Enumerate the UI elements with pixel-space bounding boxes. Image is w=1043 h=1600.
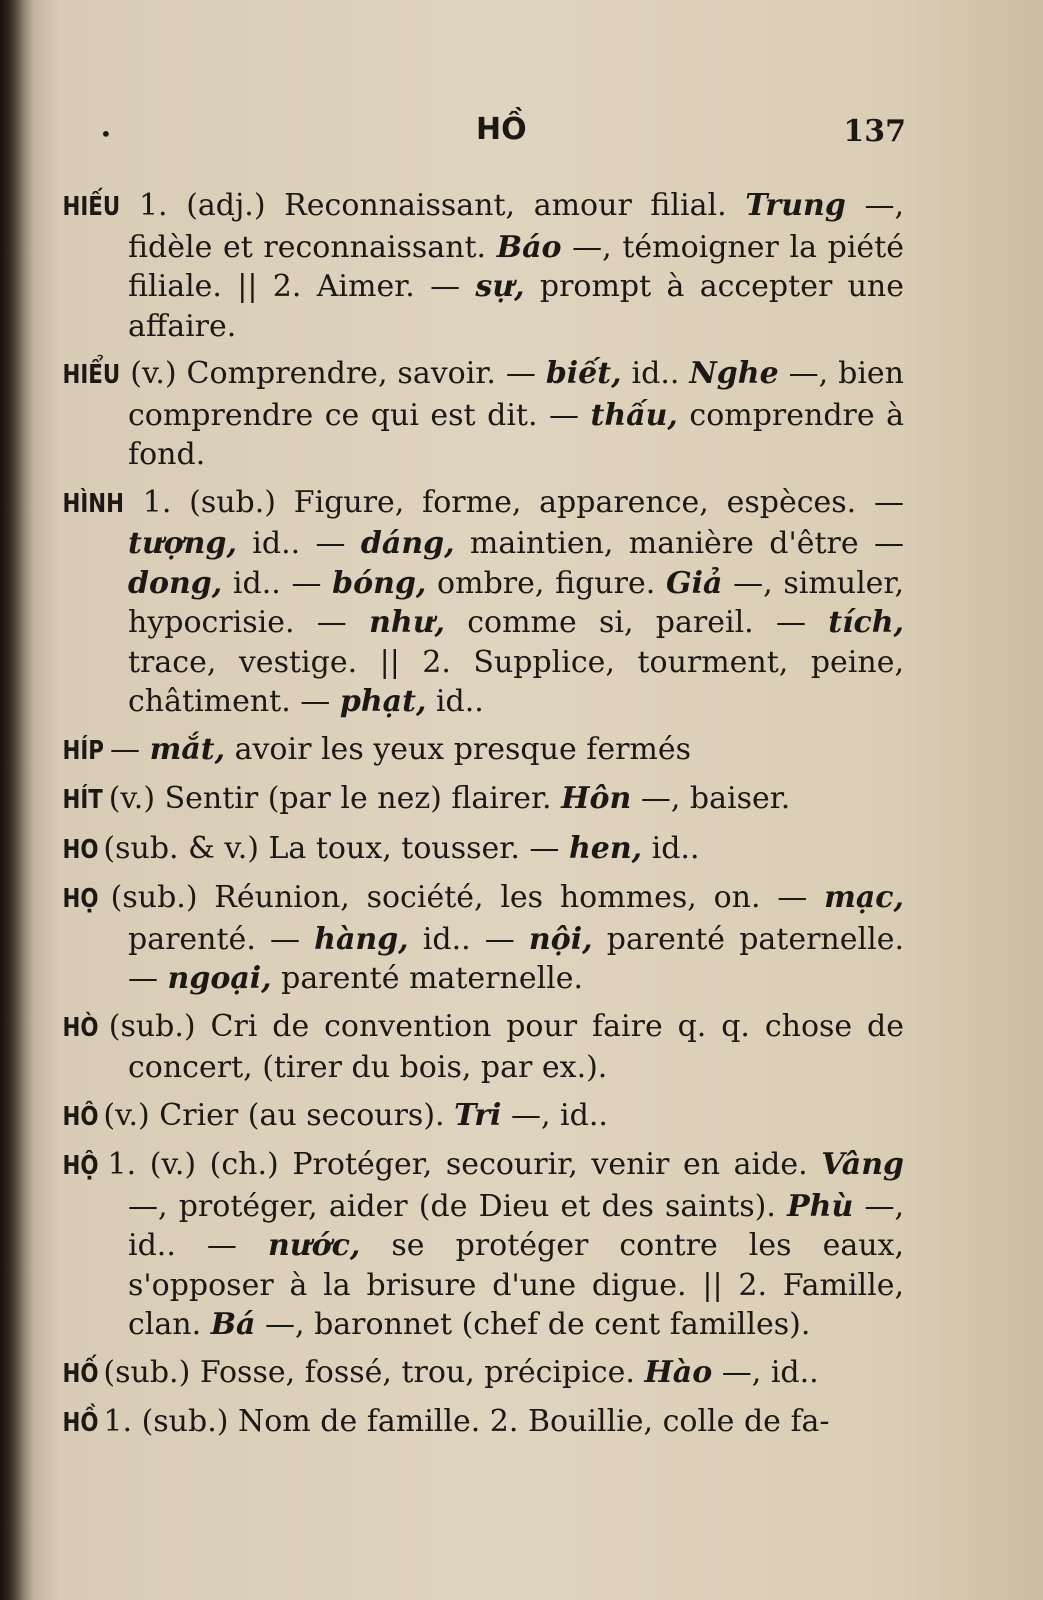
- definition-text: —, bien comprendre ce qui est dit. —: [128, 356, 904, 433]
- entry-headword: HỒ: [62, 1408, 99, 1438]
- dictionary-entry: [62, 186, 904, 346]
- page-header: [96, 112, 906, 152]
- definition-text: (sub. & v.) La toux, tousser. —: [93, 830, 569, 866]
- entry-headword: HIẾU: [62, 192, 121, 222]
- vietnamese-term: thấu,: [590, 397, 678, 433]
- vietnamese-term: dong,: [128, 565, 223, 601]
- definition-text: —, baronnet (chef de cent familles).: [255, 1307, 811, 1342]
- definition-text: (sub.) Cri de convention pour faire q. q. chose de concert, (tirer du bois, par ex.).: [93, 1008, 904, 1085]
- definition-text: (sub.) Réunion, société, les hommes, on. —: [93, 880, 825, 915]
- definition-text: prompt à accepter une affaire.: [128, 269, 904, 344]
- definition-text: —, id.. —: [128, 1188, 904, 1263]
- definition-text: (v.) Crier (au secours).: [93, 1097, 455, 1133]
- vietnamese-term: Hào: [644, 1354, 713, 1390]
- vietnamese-term: phạt,: [339, 684, 427, 719]
- definition-text: parenté. —: [128, 921, 315, 957]
- vietnamese-term: bóng,: [332, 565, 427, 601]
- dictionary-entry: [62, 779, 904, 821]
- running-head: HỒ: [476, 112, 527, 147]
- dictionary-entry: [62, 1353, 904, 1395]
- vietnamese-term: biết,: [545, 356, 622, 391]
- dictionary-entry: [62, 354, 905, 475]
- vietnamese-term: Hôn: [561, 781, 632, 816]
- definition-text: —, protéger, aider (de Dieu et des saints).: [128, 1188, 788, 1224]
- definition-text: —, fidèle et reconnaissant.: [128, 188, 904, 265]
- definition-text: (sub.) Fosse, fossé, trou, précipice.: [93, 1354, 645, 1390]
- dictionary-entry: [62, 730, 904, 772]
- definition-text: (v.) Comprendre, savoir. —: [120, 356, 546, 391]
- entry-headword: HỘ: [62, 1151, 99, 1181]
- vietnamese-term: Tri: [454, 1097, 502, 1133]
- entry-headword: HÒ: [62, 1012, 99, 1043]
- vietnamese-term: như,: [369, 605, 445, 640]
- definition-text: 1. (sub.) Nom de famille. 2. Bouillie, colle de fa-: [93, 1404, 830, 1439]
- vietnamese-term: dáng,: [360, 526, 455, 561]
- definition-text: se protéger contre les eaux, s'opposer à la brisure d'une digue. || 2. Famille, clan.: [128, 1228, 904, 1342]
- definition-text: comme si, pareil. —: [444, 605, 829, 640]
- vietnamese-term: hàng,: [314, 921, 409, 957]
- entry-headword: HÔ: [62, 1101, 99, 1132]
- definition-text: id..: [621, 356, 690, 391]
- definition-text: comprendre à fond.: [128, 397, 905, 472]
- page-number: 137: [843, 114, 906, 149]
- vietnamese-term: tích,: [828, 605, 904, 640]
- dictionary-entry: [62, 829, 904, 871]
- dictionary-entry: [62, 483, 905, 722]
- vietnamese-term: sự,: [475, 269, 525, 304]
- vietnamese-term: nước,: [268, 1228, 361, 1263]
- entry-headword: HÌNH: [62, 488, 124, 519]
- book-gutter-shadow: [0, 0, 34, 1600]
- definition-text: id..: [642, 830, 700, 866]
- definition-text: —, baiser.: [631, 781, 791, 816]
- definition-text: id.. —: [236, 526, 361, 561]
- entry-headword: HỐ: [62, 1358, 99, 1389]
- vietnamese-term: Phù: [787, 1188, 854, 1224]
- definition-text: —, simuler, hypocrisie. —: [128, 565, 905, 640]
- dictionary-entry: [62, 1145, 904, 1345]
- definition-text: maintien, manière d'être —: [454, 526, 905, 561]
- vietnamese-term: Nghe: [689, 356, 779, 391]
- vietnamese-term: tượng,: [128, 526, 237, 561]
- dictionary-entry: [62, 1402, 904, 1444]
- vietnamese-term: mắt,: [149, 731, 226, 767]
- definition-text: —, témoigner la piété filiale. || 2. Aimer. —: [128, 229, 904, 304]
- dictionary-entry: [62, 1096, 904, 1138]
- vietnamese-term: hen,: [568, 830, 643, 866]
- definition-text: parenté maternelle.: [271, 961, 584, 996]
- definition-text: trace, vestige. || 2. Supplice, tourment, peine, châtiment. —: [128, 644, 904, 719]
- entry-headword: HÍP: [62, 735, 104, 766]
- definition-text: (v.) Sentir (par le nez) flairer.: [99, 781, 562, 816]
- definition-text: parenté paternelle. —: [128, 921, 904, 996]
- definition-text: —, id..: [712, 1354, 819, 1390]
- vietnamese-term: Báo: [496, 229, 562, 265]
- vietnamese-term: mạc,: [824, 880, 904, 915]
- definition-text: id.. —: [222, 565, 333, 601]
- vietnamese-term: Vâng: [821, 1147, 904, 1182]
- entry-headword: HIỂU: [62, 360, 121, 390]
- header-dot: •: [100, 122, 112, 146]
- definition-text: 1. (sub.) Figure, forme, apparence, espèces. —: [124, 484, 904, 520]
- vietnamese-term: ngoại,: [167, 961, 272, 996]
- entry-headword: HỌ: [62, 884, 99, 914]
- definition-text: 1. (v.) (ch.) Protéger, secourir, venir en aide.: [93, 1147, 822, 1182]
- definition-text: —, id..: [501, 1097, 608, 1133]
- dictionary-entry: [62, 878, 904, 999]
- definition-text: ombre, figure.: [426, 565, 666, 601]
- definition-text: avoir les yeux presque fermés: [225, 731, 692, 767]
- definition-text: 1. (adj.) Reconnaissant, amour filial.: [120, 188, 746, 223]
- dictionary-entries: [62, 186, 905, 1452]
- vietnamese-term: Giả: [665, 565, 723, 601]
- entry-headword: HO: [62, 834, 99, 865]
- definition-text: id.. —: [408, 921, 529, 957]
- entry-headword: HÍT: [62, 785, 103, 815]
- vietnamese-term: Bá: [210, 1307, 256, 1342]
- vietnamese-term: Trung: [745, 188, 846, 223]
- dictionary-entry: [62, 1007, 904, 1088]
- vietnamese-term: nội,: [528, 921, 593, 957]
- definition-text: —: [100, 731, 150, 767]
- definition-text: id..: [426, 684, 484, 719]
